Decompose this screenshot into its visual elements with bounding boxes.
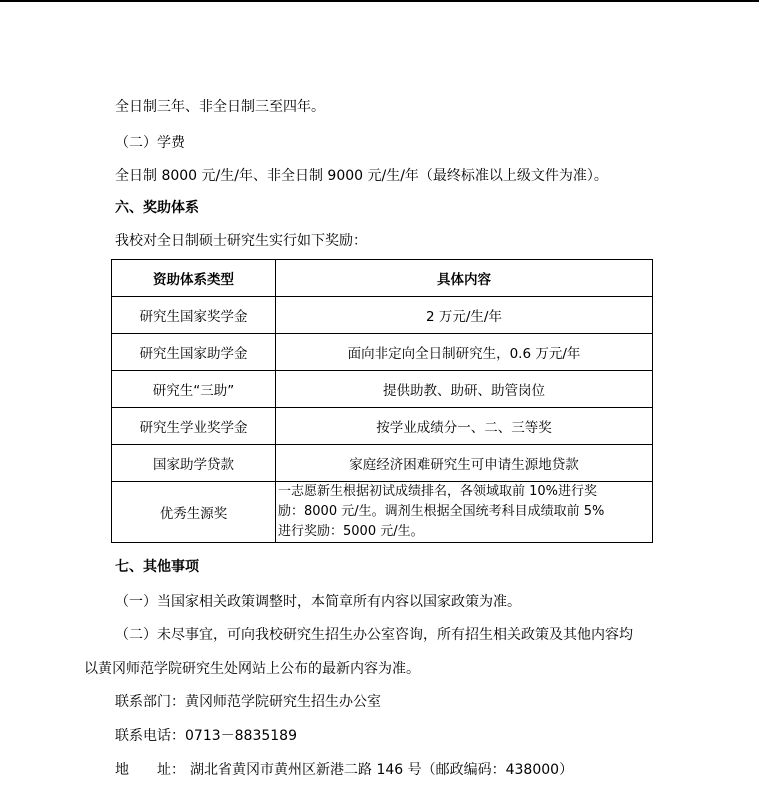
contact-phone-label: 联系电话： — [115, 728, 185, 744]
item1-text: （一）当国家相关政策调整时，本简章所有内容以国家政策为准。 — [115, 594, 521, 610]
aid-system-table — [111, 259, 653, 543]
contact-address-label: 地 址： — [115, 762, 185, 778]
section6-heading: 六、奖助体系 — [115, 200, 199, 216]
contact-address — [115, 760, 573, 780]
table-header-type: 资助体系类型 — [112, 260, 276, 297]
duration-text: 全日制三年、非全日制三至四年。 — [115, 99, 325, 115]
table-cell-type: 研究生国家助学金 — [112, 334, 276, 371]
table-row — [112, 482, 653, 543]
content-line: 励：8000 元/生。调剂生根据全国统考科目成绩取前 5% — [278, 504, 605, 519]
content-line: 进行奖励：5000 元/生。 — [278, 524, 424, 539]
table-cell-content: 按学业成绩分一、二、三等奖 — [276, 408, 653, 445]
table-cell-type: 研究生“三助” — [112, 371, 276, 408]
table-cell-content: 家庭经济困难研究生可申请生源地贷款 — [276, 445, 653, 482]
item2-text-line1: （二）未尽事宜，可向我校研究生招生办公室咨询，所有招生相关政策及其他内容均 — [115, 627, 633, 643]
table-cell-content: 2 万元/生/年 — [276, 297, 653, 334]
tuition-heading: （二）学费 — [115, 135, 185, 151]
tuition-text: 全日制 8000 元/生/年、非全日制 9000 元/生/年（最终标准以上级文件为准）。 — [115, 168, 608, 184]
item2-text-line2: 以黄冈师范学院研究生处网站上公布的最新内容为准。 — [84, 661, 420, 677]
table-cell-type: 研究生学业奖学金 — [112, 408, 276, 445]
contact-phone-value: 0713－8835189 — [185, 728, 297, 744]
page-top-border — [0, 0, 759, 2]
contact-address-value: 湖北省黄冈市黄州区新港二路 146 号（邮政编码：438000） — [190, 762, 574, 778]
section6-intro: 我校对全日制硕士研究生实行如下奖励： — [115, 233, 367, 249]
table-row — [112, 445, 653, 482]
table-cell-type: 国家助学贷款 — [112, 445, 276, 482]
table-cell-content: 提供助教、助研、助管岗位 — [276, 371, 653, 408]
table-row — [112, 408, 653, 445]
table-header-content: 具体内容 — [276, 260, 653, 297]
table-cell-type: 研究生国家奖学金 — [112, 297, 276, 334]
table-row — [112, 334, 653, 371]
contact-dept-label: 联系部门： — [115, 694, 185, 710]
table-header-row — [112, 260, 653, 297]
table-row — [112, 371, 653, 408]
contact-phone — [115, 726, 297, 746]
contact-dept — [115, 692, 381, 712]
table-cell-type: 优秀生源奖 — [112, 482, 276, 543]
content-line: 一志愿新生根据初试成绩排名，各领域取前 10%进行奖 — [278, 484, 598, 499]
table-cell-content-multiline — [276, 482, 653, 543]
section7-heading: 七、其他事项 — [115, 559, 199, 575]
contact-dept-value: 黄冈师范学院研究生招生办公室 — [185, 694, 381, 710]
table-cell-content: 面向非定向全日制研究生，0.6 万元/年 — [276, 334, 653, 371]
table-row — [112, 297, 653, 334]
